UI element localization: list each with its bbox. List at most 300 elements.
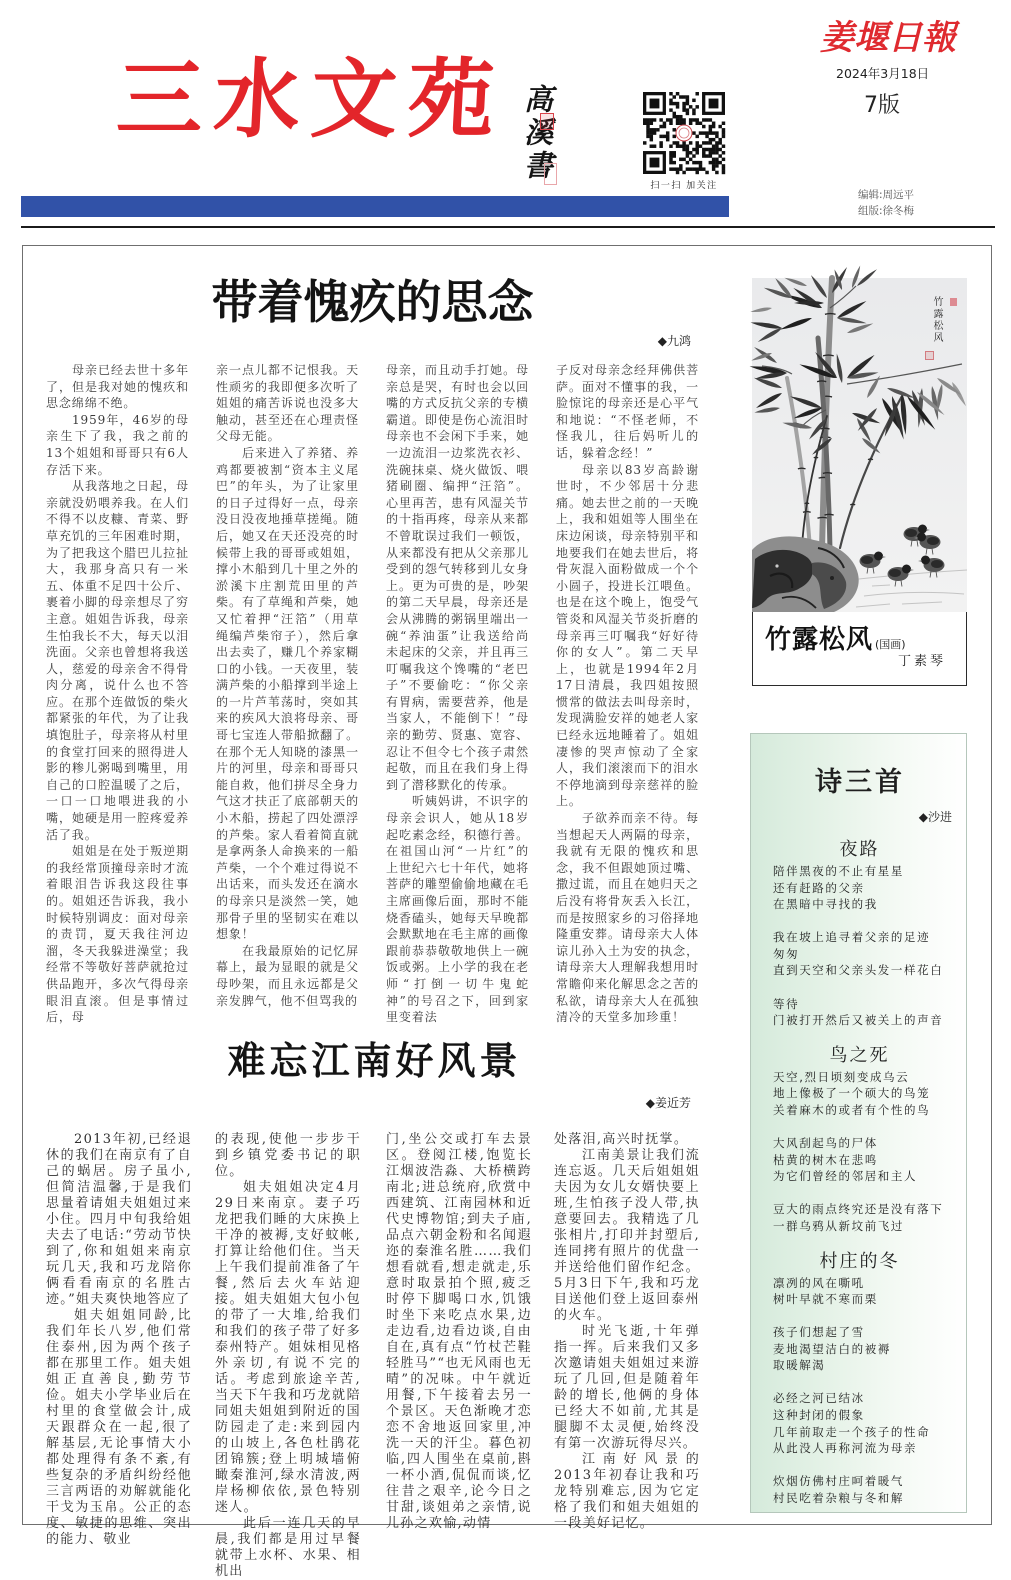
poem-line: 我在坡上追寻着父亲的足迹 [773,930,931,945]
qr-module [669,167,672,170]
poem-line: 天空,烈日顷刻变成乌云 [773,1069,910,1084]
qr-module [689,105,692,108]
qr-module [682,122,685,125]
qr-module [692,154,695,157]
poem-line: 从此没人再称河流为母亲 [773,1441,918,1456]
qr-module [699,164,702,167]
qr-module [653,128,656,131]
qr-module [699,167,702,170]
qr-module [722,128,725,131]
qr-module [692,131,695,134]
poem-line: 等待 [773,996,800,1011]
qr-module [669,102,672,105]
article-column-3 [386,362,529,1025]
qr-module [669,108,672,111]
qr-module [699,131,702,134]
article-title: 难忘江南好风景 [227,1039,522,1083]
qr-module [695,92,698,95]
paragraph: 姐姐是在处于叛逆期的我经常顶撞母亲时才流着眼泪告诉我这段往事的。姐姐还告诉我，我小时候特别调皮：面对母亲的责罚，夏天我往河边溜，冬天我躲进澡堂；我经常不等敬好菩萨就抢过供品跑开，多次气得母亲眼泪直滚。但是事情过后，母 [46,844,189,1025]
qr-module [709,154,712,157]
qr-module [709,141,712,144]
qr-module [686,148,689,151]
qr-module [702,118,705,121]
qr-module [679,115,682,118]
poem-line: 直到天空和父亲头发一样花白 [773,963,944,978]
qr-module [643,141,646,144]
qr-module [689,118,692,121]
qr-module [712,122,715,125]
qr-module [686,154,689,157]
qr-module [722,135,725,138]
qr-module [653,118,656,121]
newspaper-name: 姜堰日報 [820,18,956,58]
qr-module [676,105,679,108]
poem-list [751,837,966,1507]
qr-module [699,122,702,125]
editor-credit: 编辑:周远平 [858,189,915,201]
bamboo-node [823,355,834,356]
qr-module [673,128,676,131]
qr-module [705,141,708,144]
poem-line: 为它们曾经的邻居和主人 [773,1169,918,1184]
qr-module [650,144,653,147]
header-rule [21,226,995,228]
qr-module [718,154,721,157]
qr-module [705,118,708,121]
qr-module [695,148,698,151]
poem-line: 村民吃着杂粮与冬和解 [773,1490,904,1505]
qr-module [659,135,662,138]
qr-module [656,128,659,131]
bamboo-node [817,381,826,382]
qr-module [669,161,672,164]
paragraph: 后来进入了养猪、养鸡都要被割“资本主义尾巴”的年头，为了让家里的日子过得好一点，母亲没日没夜地捶草搓绳。随后，她又在天还没亮的时候带上我的哥哥或姐姐，撑小木船到几十里之外的淤溪卞庄割荒田里的芦柴。有了草绳和芦柴，她又忙着押“汪箔”（用草绳编芦柴帘子），然后拿出去卖了，赚几个养家糊口的小钱。一天夜里，装满芦柴的小船撑到半途上的一片芦苇荡时，突如其来的疾风大浪将母亲、哥哥七宝连人带船掀翻了。在那个无人知晓的漆黑一片的河里，母亲和哥哥只能自救，他们拼尽全身力气这才扶正了底部朝天的小木船，捞起了四处漂浮的芦柴。家人看着简直就是拿两条人命换来的一船芦柴，一个个难过得说不出话来，而头发还在滴水的母亲只是淡然一笑，她那骨子里的坚韧实在难以想象！ [216,445,359,942]
qr-module [686,99,689,102]
qr-module [682,141,685,144]
qr-module [712,125,715,128]
article-column-1 [46,362,189,1025]
paragraph: 母亲已经去世十多年了，但是我对她的愧疚和思念绵绵不绝。 [46,363,189,411]
qr-module [702,141,705,144]
qr-module [676,122,679,125]
qr-module [722,167,725,170]
qr-module [709,128,712,131]
qr-module [673,112,676,115]
qr-module [679,118,682,121]
bamboo-node [825,314,836,315]
poem-line: 关着麻木的或者有个性的鸟 [773,1102,931,1117]
poem-line: 炊烟仿佛村庄呵着暖气 [773,1474,904,1489]
qr-code [643,92,725,174]
paragraph-continued: 子反对母亲念经拜佛供菩萨。面对不懂事的我，一脸惊诧的母亲还是心平气和地说：“不怪老师，不怪我儿，往后妈听儿的话，躲着念经！” [556,363,699,460]
caption-title-row [765,625,906,660]
qr-module [686,112,689,115]
stanza [751,1275,966,1308]
qr-module [695,171,698,174]
qr-module [718,161,721,164]
qr-module [692,161,695,164]
article-column-1 [46,1132,192,1547]
qr-module [715,158,718,161]
artwork-medium: (国画) [875,638,906,651]
qr-module [692,112,695,115]
qr-module [689,122,692,125]
bamboo-node [817,517,828,518]
qr-module [663,135,666,138]
qr-caption: 扫一扫 加关注 [650,181,718,191]
qr-module [689,158,692,161]
qr-module [676,171,679,174]
poem-line: 在黑暗中寻找的我 [773,897,878,912]
qr-module [643,118,646,121]
qr-module [686,102,689,105]
paragraph: 江南美景让我们流连忘返。几天后姐姐姐夫因为女儿女婿快要上班,生怕孩子没人带,执意要回去。我精选了几张相片,打印并封塑后,连同拷有照片的优盘一并送给他们留作纪念。5月3日下午,我和巧龙目送他们登上返回泰州的火车。 [554,1148,700,1323]
qr-module [718,125,721,128]
qr-finder-pattern [643,92,666,115]
qr-module [695,135,698,138]
qr-module [666,138,669,141]
poem-night-road [751,837,966,1029]
qr-module [679,95,682,98]
bamboo-node [820,428,829,429]
qr-module [682,118,685,121]
qr-module [695,144,698,147]
qr-module [666,135,669,138]
paragraph: 姐夫姐姐同龄,比我们年长八岁,他们常住泰州,因为两个孩子都在那里工作。姐夫姐姐正直善良,勤劳节俭。姐夫小学毕业后在村里的食堂做会计,成天跟群众在一起,很了解基层,无论事情大小都处理得有条不紊,有些复杂的矛盾纠纷经他三言两语的劝解就能化干戈为玉帛。公正的态度、敏捷的思维、突出的能力、敬业 [46,1308,192,1547]
stanza [751,1069,966,1119]
qr-module [646,125,649,128]
qr-module [659,141,662,144]
qr-module [679,158,682,161]
poem-line: 地上像极了一个硕大的鸟笼 [773,1086,931,1101]
qr-module [673,167,676,170]
poem-line: 一群乌鸦从新坟前飞过 [773,1218,904,1233]
qr-module [722,151,725,154]
paragraph: 母亲以83岁高龄谢世时，不少邻居十分悲痛。她去世之前的一天晚上，我和姐姐等人围坐在床边闲谈，母亲特别平和地要我们在她去世后，将骨灰混入面粉做成一个个小圆子，投进长江喂鱼。也是在这个晚上，饱受气管炎和风湿关节炎折磨的母亲再三叮嘱我“好好待你的女人”。第二天早上，也就是1994年2月17日清晨，我四姐按照惯常的做法去叫母亲时，发现满脸安祥的她老人家已经永远地睡着了。姐姐凄惨的哭声惊动了全家人，我们滚滚而下的泪水不停地滴到母亲慈祥的脸上。 [556,462,699,809]
qr-module [702,125,705,128]
stanza [751,929,966,979]
qr-module [715,148,718,151]
calligraphy-signature: 高溪書 [520,84,554,183]
qr-module [682,102,685,105]
qr-module [682,158,685,161]
painting-inscription: 竹露松风 [931,296,942,344]
edition-number: 7版 [864,93,900,118]
qr-module [653,144,656,147]
poem-line: 陪伴黑夜的不止有星星 [773,864,904,878]
qr-module [669,154,672,157]
qr-module [673,154,676,157]
poem-line: 豆大的雨点终究还是没有落下 [773,1202,944,1217]
qr-module [722,158,725,161]
qr-module [650,122,653,125]
qr-module [718,148,721,151]
qr-module [692,148,695,151]
qr-module [663,125,666,128]
qr-module [705,154,708,157]
column-title: 三水文苑 [114,49,508,150]
qr-module [686,95,689,98]
qr-module [705,131,708,134]
layout-credit: 组版:徐冬梅 [858,205,915,217]
poetry-heading: 诗三首 [815,767,905,798]
qr-module [715,161,718,164]
qr-module [682,95,685,98]
article-column-4 [554,1132,700,1531]
qr-module [682,105,685,108]
qr-module [715,171,718,174]
qr-module [650,138,653,141]
qr-module [715,144,718,147]
qr-module [643,122,646,125]
bamboo-node [803,512,811,513]
qr-module [709,118,712,121]
qr-module [686,144,689,147]
stanza [751,1201,966,1234]
bamboo-node [814,457,818,458]
poem-line: 枯黄的树木在悲鸣 [773,1152,878,1167]
qr-module [676,141,679,144]
paragraph: 姐夫姐姐决定4月29日来南京。妻子巧龙把我们睡的大床换上干净的被褥,支好蚊帐,打算让给他们住。当天上午我们提前准备了午餐,然后去火车站迎接。姐夫姐姐大包小包的带了一大堆,给我们和我们的孩子带了好多泰州特产。姐妹相见格外亲切,有说不完的话。考虑到旅途辛苦,当天下午我和巧龙就陪同姐夫姐姐到附近的国防园走了走:来到园内的山坡上,各色杜鹃花团锦簇;登上明城墙俯瞰秦淮河,绿水清波,两岸杨柳依依,景色特别迷人。 [215,1180,361,1515]
qr-module [695,151,698,154]
qr-module [673,115,676,118]
qr-finder-pattern [702,92,725,115]
qr-module [702,154,705,157]
qr-module [712,151,715,154]
qr-module [692,99,695,102]
paragraph: 此后一连几天的早晨,我们都是用过早餐就带上水杯、水果、相机出 [215,1516,361,1579]
qr-module [709,125,712,128]
qr-module [689,151,692,154]
qr-module [702,131,705,134]
poem-line: 门被打开然后又被关上的声音 [773,1013,944,1028]
qr-module [718,138,721,141]
paragraph: 听姨妈讲，不识字的母亲会识人，她从18岁起吃素念经，积德行善。在祖国山河“一片红”的上世纪六七十年代，她将菩萨的雕塑偷偷地藏在毛主席画像后面，那时不能烧香磕头，她每天早晚都会默默地在毛主席的画像跟前恭恭敬敬地供上一碗饭或粥。上小学的我在老师“打倒一切牛鬼蛇神”的号召之下，回到家里变着法 [386,794,529,1025]
qr-module [715,141,718,144]
qr-module [682,108,685,111]
qr-module [689,167,692,170]
qr-module [702,148,705,151]
poem-line: 树叶早就不寒而栗 [773,1292,878,1307]
poem-line: 取暖解渴 [773,1358,826,1373]
poetry-byline: ◆沙进 [918,810,952,824]
qr-module [722,144,725,147]
paragraph-continued: 的表现,使他一步步干到乡镇党委书记的职位。 [215,1132,361,1179]
qr-module [646,128,649,131]
qr-module [682,171,685,174]
stanza [751,1473,966,1506]
bamboo-node [825,514,834,515]
qr-module [712,161,715,164]
qr-module [709,161,712,164]
qr-module [702,151,705,154]
qr-module [650,135,653,138]
qr-module [686,161,689,164]
qr-module [659,144,662,147]
qr-module [669,158,672,161]
qr-module [715,135,718,138]
qr-module [692,167,695,170]
qr-module [705,171,708,174]
qr-module [709,131,712,134]
qr-module [712,164,715,167]
seal-stamp [925,351,934,360]
qr-module [699,144,702,147]
article-column-2 [215,1132,361,1579]
paragraph: 从我落地之日起，母亲就没奶喂养我。在人们不得不以皮糠、青菜、野草充饥的三年困难时期，为了把我这个腊巴儿拉扯大，我那身高只有一米五、体重不足四十公斤、裹着小脚的母亲想尽了穷主意。姐姐告诉我，母亲生怕我长不大，每天以泪洗面。父亲也曾想将我送人，慈爱的母亲舍不得骨肉分离，说什么也不答应。在那个连做饭的柴火都紧张的年代，为了让我填饱肚子，母亲将从村里的食堂打回来的照得进人影的糁儿粥喝到嘴里，用自己的口腔温暖了之后，一口一口地喂进我的小嘴，她硬是用一腔疼爱养活了我。 [46,479,189,842]
qr-logo [676,125,692,141]
paragraph-continued: 亲一点儿都不记恨我。天性顽劣的我即便多次听了姐姐的痛苦诉说也没多大触动，甚至还在心理责怪父母无能。 [216,363,359,444]
qr-module [659,125,662,128]
qr-module [682,144,685,147]
paragraph-continued: 处落泪,高兴时抚掌。 [554,1132,689,1147]
artwork-artist: 丁素琴 [897,654,946,669]
stanza [751,1324,966,1374]
qr-module [673,161,676,164]
artwork-title: 竹露松风 [765,625,874,655]
qr-module [705,135,708,138]
qr-module [695,141,698,144]
qr-module [715,131,718,134]
qr-module [659,118,662,121]
qr-module [679,144,682,147]
qr-module [646,131,649,134]
article-title: 带着愧疚的思念 [211,275,534,329]
paragraph: 2013年初,已经退休的我们在南京有了自己的蜗居。房子虽小,但简洁温馨,于是我们思量着请姐夫姐姐过来小住。四月中旬我给姐夫去了电话:“劳动节快到了,你和姐姐来南京玩几天,我和巧龙陪你俩看看南京的名胜古迹。”姐夫爽快地答应了 [46,1132,192,1307]
qr-module [646,135,649,138]
qr-module [646,118,649,121]
qr-module [712,158,715,161]
qr-module [673,141,676,144]
poem-line: 匆匆 [773,946,800,961]
qr-module [695,105,698,108]
poem-line: 还有赶路的父亲 [773,880,865,895]
qr-module [709,138,712,141]
qr-module [712,144,715,147]
qr-module [689,141,692,144]
qr-module [669,118,672,121]
qr-module [679,164,682,167]
qr-module [686,167,689,170]
bamboo-node [823,473,832,474]
poem-title: 鸟之死 [829,1044,890,1066]
qr-module [679,122,682,125]
qr-finder-pattern [643,151,666,174]
qr-module [718,141,721,144]
qr-module [695,122,698,125]
article-column-3 [386,1132,532,1531]
paragraph: 子欲养而亲不待。每当想起天人两隔的母亲，我就有无限的愧疚和思念，我不但跟她顶过嘴、撒过谎，而且在她归天之后没有将骨灰丢入长江，而是按照家乡的习俗择地隆重安葬。请母亲大人体谅儿孙入土为安的执念，请母亲大人理解我想用时常瞻仰来化解思念之苦的私欲，请母亲大人在孤独清冷的天堂多加珍重！ [556,811,699,1025]
poetry-box [750,733,967,1513]
poem-line: 凛冽的风在嘶吼 [773,1275,865,1290]
qr-module [705,148,708,151]
qr-module [673,151,676,154]
qr-module [650,131,653,134]
qr-module [692,108,695,111]
article-column-4 [556,362,699,1025]
paragraph-continued: 母亲，而且动手打她。母亲总是哭，有时也会以回嘴的方式反抗父亲的专横霸道。即使是伤心流泪时母亲也不会闲下手来，她一边流泪一边浆洗衣衫、洗碗抹桌、烧火做饭、喂猪刷圈、编押“汪箔”。心里再苦，患有风湿关节的十指再疼，母亲从来都不曾耽误过我们一顿饭，从来都没有把从父亲那儿受到的怨气转移到儿女身上。更为可贵的是，吵架的第二天早晨，母亲还是会从沸腾的粥锅里端出一碗“养油蛋”让我送给尚未起床的父亲，并且再三叮嘱我这个馋嘴的“老巴子”不要偷吃：“你父亲有胃病，需要营养，他是当家人，不能倒下！”母亲的勤劳、贤惠、宽容、忍让不但令七个孩子肃然起敬，而且在我们身上得到了潜移默化的传承。 [386,363,529,792]
qr-module [669,99,672,102]
qr-module [676,167,679,170]
bamboo-node [850,504,855,505]
bamboo-node [798,468,806,469]
qr-module [712,131,715,134]
article-column-2 [216,362,359,1008]
paragraph: 江南好风景的2013年初春让我和巧龙特别难忘,因为它定格了我们和姐夫姐姐的一段美好记忆。 [554,1452,700,1531]
issue-date: 2024年3月18日 [836,66,930,81]
qr-module [715,164,718,167]
poem-line: 必经之河已结冰 [773,1391,865,1406]
qr-module [669,122,672,125]
bamboo-node [805,503,809,504]
poem-village-winter [751,1249,966,1507]
paragraph-continued: 门,坐公交或打车去景区。登阅江楼,饱览长江烟波浩淼、大桥横跨南北;进总统府,欣赏中西建筑、江南园林和近代史博物馆;到夫子庙,品点六朝金粉和名闻遐迩的秦淮名胜……我们想看就看,想走就走,乐意时取景拍个照,疲乏时停下脚喝口水,饥饿时坐下来吃点水果,边走边看,边看边谈,自由自在,真有点“竹杖芒鞋轻胜马”“也无风雨也无晴”的况味。中午就近用餐,下午接着去另一个景区。天色渐晚才恋恋不舍地返回家里,冲洗一天的汗尘。暮色初临,四人围坐在桌前,斟一杯小酒,侃侃而谈,忆往昔之艰辛,论今日之甘甜,谈姐弟之亲情,说儿孙之欢愉,动情 [386,1132,532,1531]
article-byline: ◆姜近芳 [645,1096,691,1110]
qr-module [653,131,656,134]
poem-line: 大风刮起鸟的尸体 [773,1136,878,1151]
qr-module [702,167,705,170]
qr-module [722,171,725,174]
qr-module [722,131,725,134]
poem-line: 孩子们想起了雪 [773,1325,865,1340]
seal-stamp [540,113,554,130]
qr-module [676,102,679,105]
qr-module [676,92,679,95]
qr-module [676,115,679,118]
qr-module [692,118,695,121]
qr-module [673,102,676,105]
qr-module [695,118,698,121]
qr-module [666,118,669,121]
qr-module [695,167,698,170]
stanza [751,1390,966,1456]
poem-line: 这种封闭的假象 [773,1408,865,1423]
article-byline: ◆九鸿 [657,334,691,348]
qr-module [712,138,715,141]
qr-module [679,167,682,170]
poem-title: 村庄的冬 [819,1250,900,1272]
qr-module [650,128,653,131]
qr-module [709,148,712,151]
qr-module [650,118,653,121]
qr-module [669,144,672,147]
qr-module [712,148,715,151]
stanza [751,996,966,1029]
qr-module [699,161,702,164]
paragraph: 1959年，46岁的母亲生下了我，我之前的13个姐姐和哥哥只有6人存活下来。 [46,412,189,477]
stanza [751,1135,966,1185]
qr-module [646,122,649,125]
qr-module [715,151,718,154]
paragraph: 时光飞逝,十年弹指一挥。后来我们又多次邀请姐夫姐姐过来游玩了几回,但是随着年龄的增长,他俩的身体已经大不如前,尤其是腿脚不太灵便,始终没有第一次游玩得尽兴。 [554,1324,700,1451]
qr-module [682,148,685,151]
paragraph: 在我最原始的记忆屏幕上，最为显眼的就是父母吵架，而且永远都是父亲发脾气，他不但骂我的 [216,943,359,1008]
poem-line: 麦地渴望洁白的被褥 [773,1341,891,1356]
qr-module [669,92,672,95]
qr-module [666,131,669,134]
seal-stamp [544,163,557,185]
artwork-caption [752,612,967,686]
poem-line: 几年前取走一个孩子的性命 [773,1424,931,1439]
qr-module [712,167,715,170]
bamboo-node [868,459,873,460]
qr-module [686,151,689,154]
qr-module [695,161,698,164]
qr-module [669,151,672,154]
stanza [751,863,966,913]
qr-module [676,118,679,121]
qr-module [686,108,689,111]
